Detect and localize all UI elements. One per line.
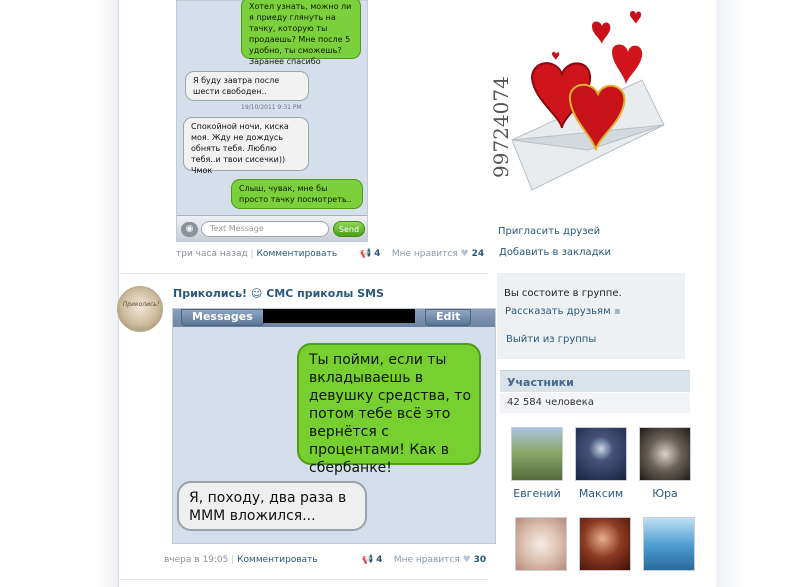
post-time[interactable]: три часа назад	[176, 249, 248, 259]
sms-bubble-outgoing: Хотел узнать, можно ли я приеду глянуть на тачку, которую ты продаешь? Мне после 5 удобно, ты сможешь? Заранее спасибо	[241, 0, 361, 59]
repost-count: 4	[374, 249, 381, 259]
member-photo	[575, 427, 627, 481]
member-name: Максим	[578, 487, 624, 500]
like-count: 30	[473, 555, 487, 565]
comment-link[interactable]: Комментировать	[237, 555, 318, 565]
meta-separator: |	[231, 555, 235, 565]
sms-bubble-incoming: Я, походу, два раза в МММ вложился...	[177, 481, 367, 531]
post-actions	[362, 555, 486, 565]
sms-back-button: Messages	[181, 309, 264, 326]
tell-friends-link[interactable]	[505, 306, 621, 317]
invite-friends-link[interactable]: Пригласить друзей	[498, 226, 601, 237]
like-count: 24	[471, 249, 485, 259]
repost-button[interactable]	[362, 555, 385, 565]
like-label: Мне нравится	[393, 555, 460, 565]
sms-bubble-incoming: Я буду завтра после шести свободен..	[185, 71, 309, 101]
member-photo	[579, 517, 631, 571]
sms-timestamp: 19/10/2011 9:31 PM	[241, 104, 302, 111]
leave-group-link[interactable]: Выйти из группы	[506, 334, 597, 345]
member-card[interactable]	[638, 427, 692, 500]
post-meta	[164, 555, 318, 565]
member-name: Евгений	[513, 487, 561, 500]
post-meta	[176, 249, 337, 259]
member-name: Юра	[652, 487, 678, 500]
sms-text-input: Text Message	[201, 221, 329, 237]
heart-icon: ♥	[462, 555, 471, 565]
add-bookmark-link[interactable]: Добавить в закладки	[499, 247, 612, 258]
megaphone-icon: 📢	[362, 555, 374, 565]
group-membership-box	[497, 273, 685, 359]
sms-header-redacted	[263, 309, 415, 323]
post-time[interactable]: вчера в 19:05	[164, 555, 229, 565]
post-divider	[118, 273, 488, 274]
page-background-right	[716, 0, 795, 587]
group-cover-image[interactable]	[489, 0, 670, 212]
sms-compose-bar	[177, 215, 367, 241]
repost-button[interactable]	[360, 249, 383, 259]
member-card[interactable]	[514, 517, 568, 571]
member-photo	[511, 427, 563, 481]
post-divider	[118, 579, 488, 580]
repost-count: 4	[376, 555, 383, 565]
sms-edit-button: Edit	[425, 309, 471, 326]
member-photo	[639, 427, 691, 481]
post-author-link[interactable]: Приколись! ☺ СМС приколы SMS	[173, 287, 384, 300]
heart-icon: ♥	[460, 249, 469, 259]
page-background-left	[0, 0, 120, 587]
tell-friends-label: Рассказать друзьям	[505, 306, 611, 317]
member-card[interactable]	[574, 427, 628, 500]
members-title[interactable]: Участники	[500, 370, 690, 392]
avatar-caption: Приколись!	[122, 301, 160, 308]
like-label: Мне нравится	[391, 249, 458, 259]
valentine-envelope-image	[489, 0, 670, 212]
like-button[interactable]	[394, 555, 486, 565]
speech-bubble-icon: ▪	[613, 306, 621, 317]
sms-bubble-outgoing: Слыш, чувак, мне бы просто тачку посмотреть..	[231, 179, 363, 209]
like-button[interactable]	[392, 249, 484, 259]
member-card[interactable]	[510, 427, 564, 500]
sms-bubble-outgoing: Ты пойми, если ты вкладываешь в девушку средства, то потом тебе всё это вернётся с процентами! Как в сбербанке!	[297, 343, 481, 465]
post-actions	[360, 249, 484, 259]
post-image-sms-1[interactable]	[176, 0, 368, 242]
avatar[interactable]	[117, 286, 163, 332]
member-card[interactable]	[578, 517, 632, 571]
sms-bubble-incoming: Спокойной ночи, киска моя. Жду не дождусь обнять тебя. Люблю тебя..и твои сисечки)) Чмок	[183, 117, 309, 171]
post-image-sms-2[interactable]	[172, 308, 496, 544]
comment-link[interactable]: Комментировать	[256, 249, 338, 259]
megaphone-icon: 📢	[360, 249, 372, 259]
group-status-text: Вы состоите в группе.	[504, 288, 622, 299]
member-photo	[643, 517, 695, 571]
camera-icon: ◉	[181, 222, 198, 237]
member-photo	[515, 517, 567, 571]
sms-send-button: Send	[333, 221, 365, 237]
member-card[interactable]	[642, 517, 696, 571]
card-handwritten-text: 99724074	[489, 76, 513, 178]
members-count: 42 584 человека	[500, 393, 690, 413]
meta-separator: |	[250, 249, 254, 259]
